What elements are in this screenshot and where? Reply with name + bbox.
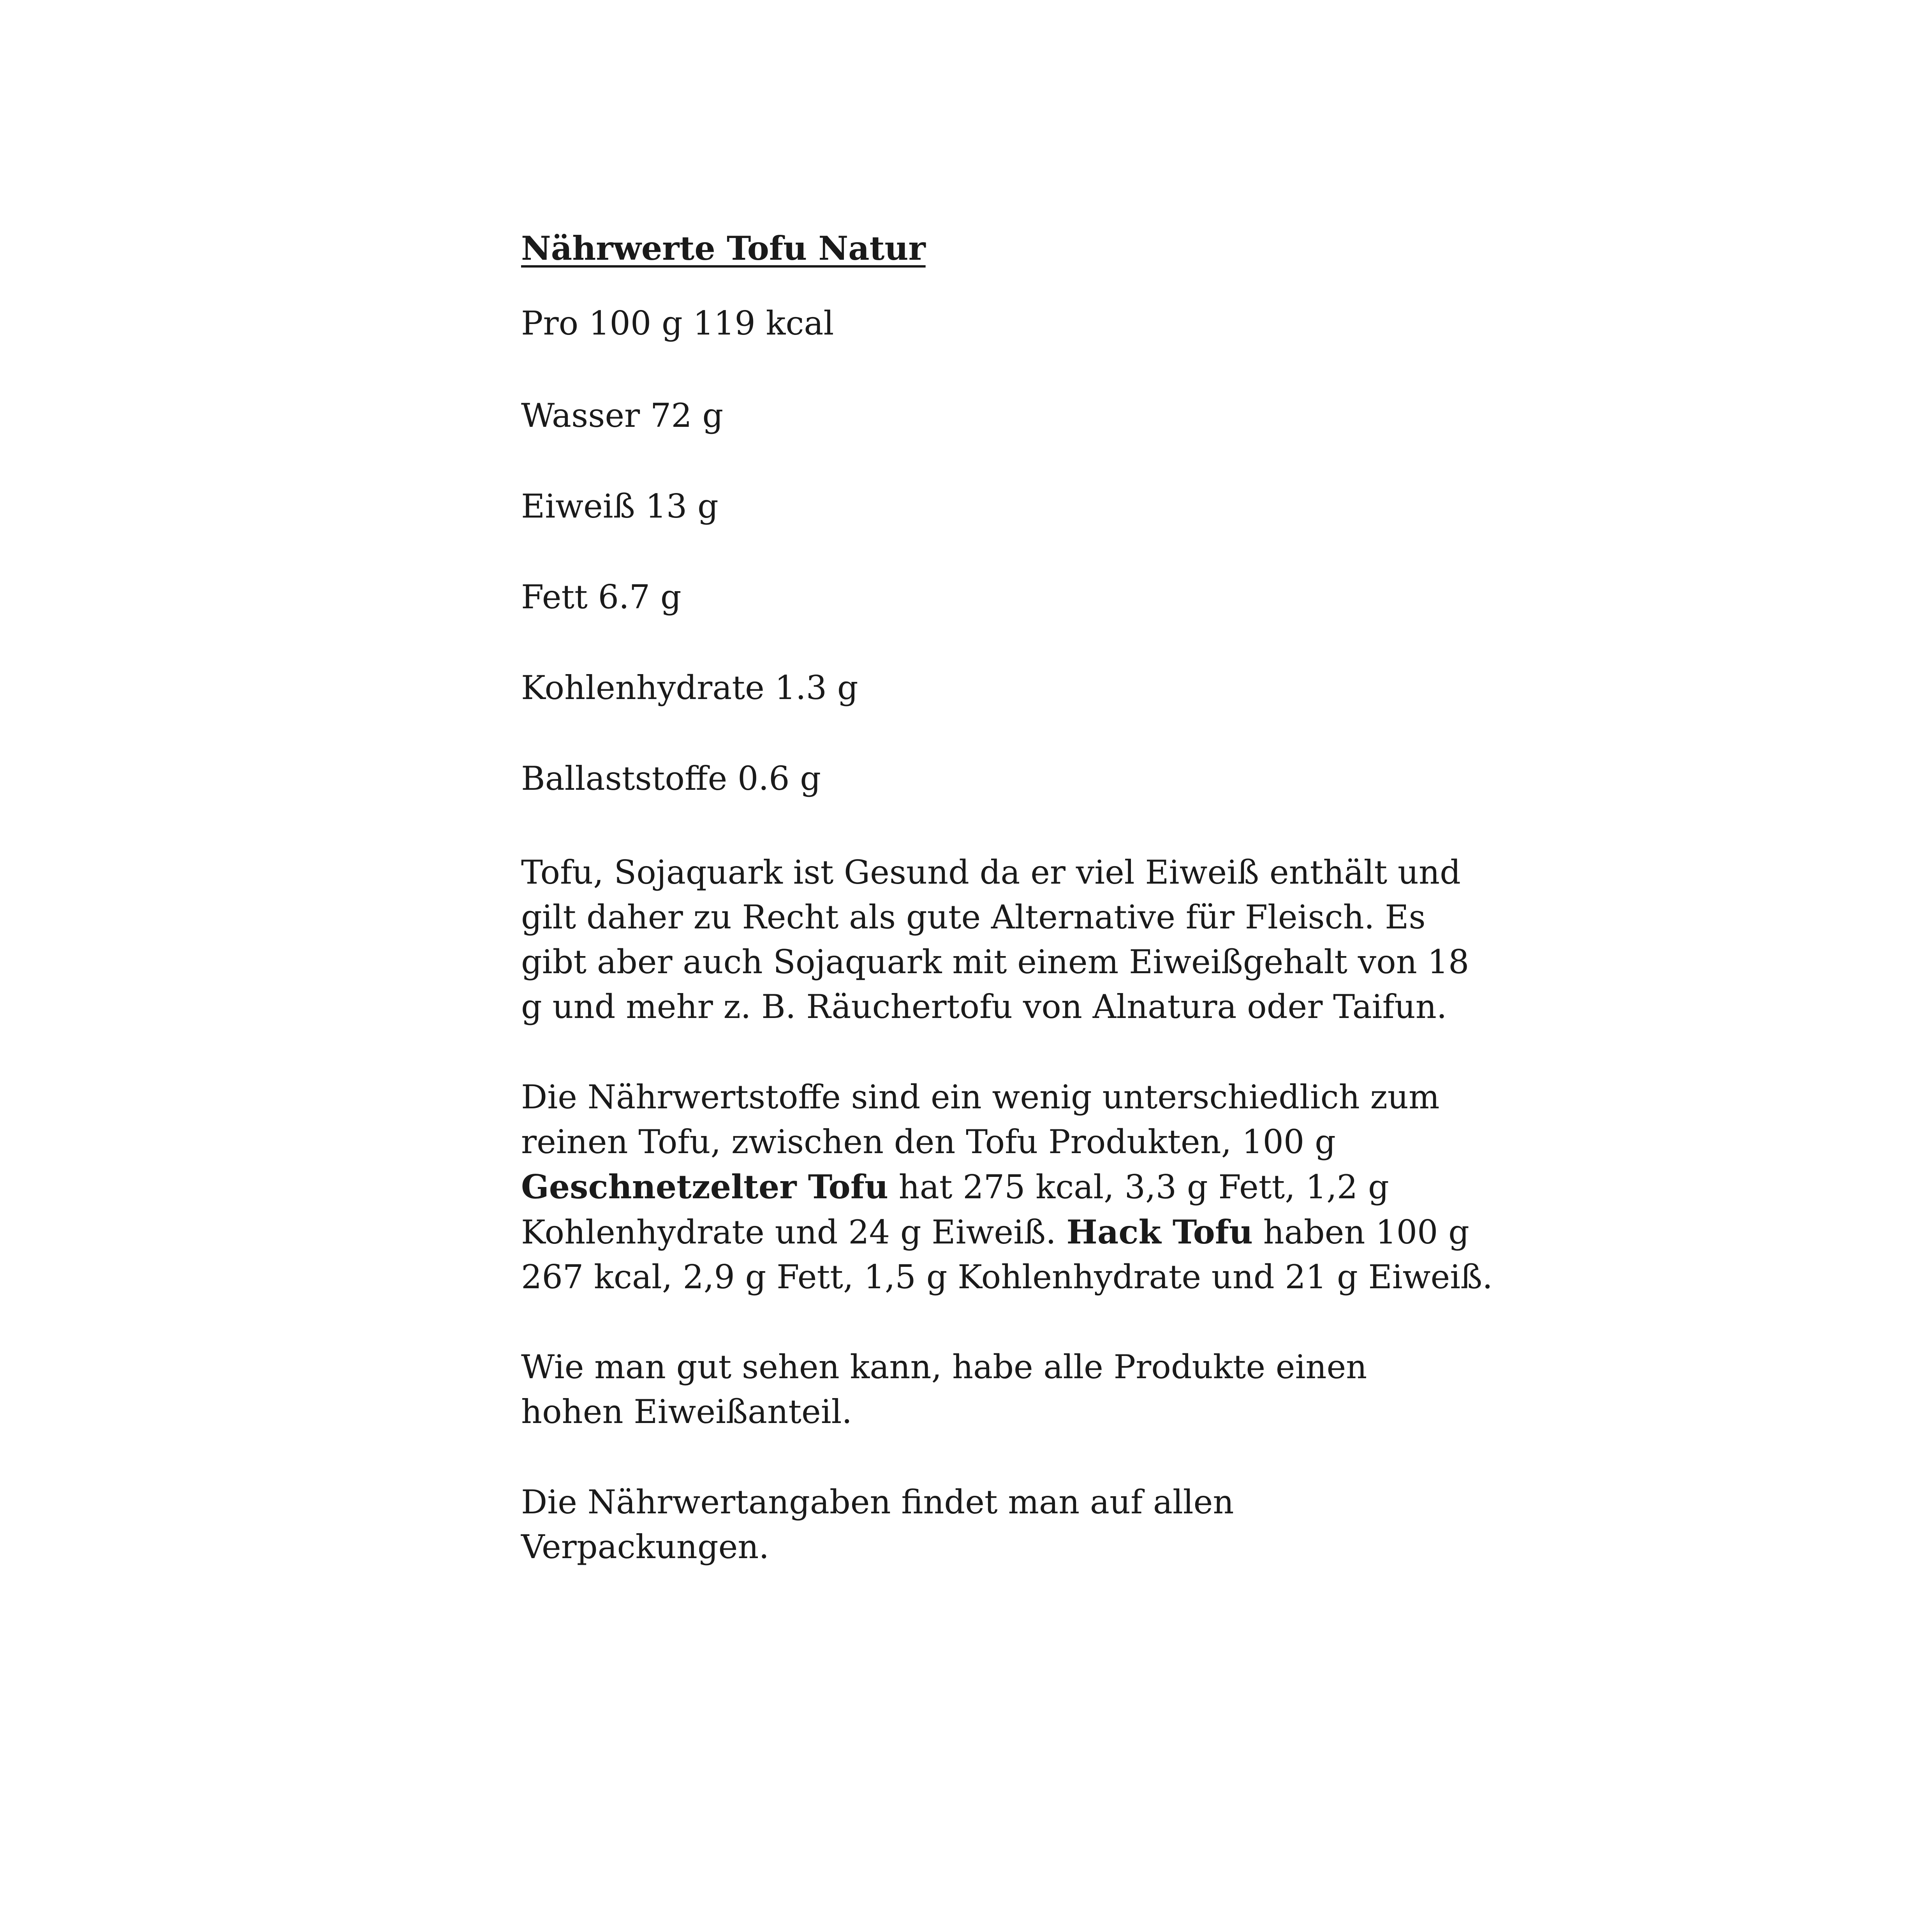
paragraph-line: 267 kcal, 2,9 g Fett, 1,5 g Kohlenhydrate und 21 g Eiweiß.: [521, 1258, 1493, 1296]
nutrient-calories: Pro 100 g 119 kcal: [521, 304, 834, 342]
paragraph-line: Die Nährwertstoffe sind ein wenig unterschiedlich zum: [521, 1078, 1440, 1116]
paragraph-tofu-intro: [521, 850, 1469, 1029]
paragraph-text: haben 100 g: [1252, 1213, 1469, 1251]
nutrient-water: Wasser 72 g: [521, 396, 724, 435]
paragraph-line: Die Nährwertangaben findet man auf allen: [521, 1483, 1234, 1521]
paragraph-packaging-note: [521, 1480, 1464, 1569]
paragraph-line: [521, 1210, 1469, 1255]
paragraph-product-comparison: [521, 1075, 1493, 1300]
paragraph-text: Kohlenhydrate und 24 g Eiweiß.: [521, 1213, 1067, 1251]
paragraph-protein-conclusion: [521, 1345, 1464, 1434]
product-name-geschnetzelter: Geschnetzelter Tofu: [521, 1168, 888, 1206]
paragraph-text: hat 275 kcal, 3,3 g Fett, 1,2 g: [888, 1168, 1389, 1206]
nutrient-carbohydrates: Kohlenhydrate 1.3 g: [521, 669, 858, 707]
paragraph-line: Verpackungen.: [521, 1528, 770, 1566]
paragraph-line: Tofu, Sojaquark ist Gesund da er viel Eiweiß enthält und: [521, 853, 1461, 891]
nutrient-fat: Fett 6.7 g: [521, 578, 682, 616]
paragraph-line: [521, 1164, 1464, 1210]
document-title: Nährwerte Tofu Natur: [521, 229, 926, 268]
paragraph-line: reinen Tofu, zwischen den Tofu Produkten, 100 g: [521, 1123, 1336, 1161]
paragraph-line: g und mehr z. B. Räuchertofu von Alnatura oder Taifun.: [521, 988, 1447, 1026]
paragraph-line: hohen Eiweißanteil.: [521, 1393, 852, 1431]
paragraph-line: Wie man gut sehen kann, habe alle Produkte einen: [521, 1348, 1367, 1386]
product-name-hack: Hack Tofu: [1066, 1213, 1253, 1251]
paragraph-line: gibt aber auch Sojaquark mit einem Eiweißgehalt von 18: [521, 943, 1469, 981]
nutrient-protein: Eiweiß 13 g: [521, 487, 719, 525]
paragraph-line: gilt daher zu Recht als gute Alternative für Fleisch. Es: [521, 898, 1426, 936]
nutrient-fiber: Ballaststoffe 0.6 g: [521, 759, 821, 798]
